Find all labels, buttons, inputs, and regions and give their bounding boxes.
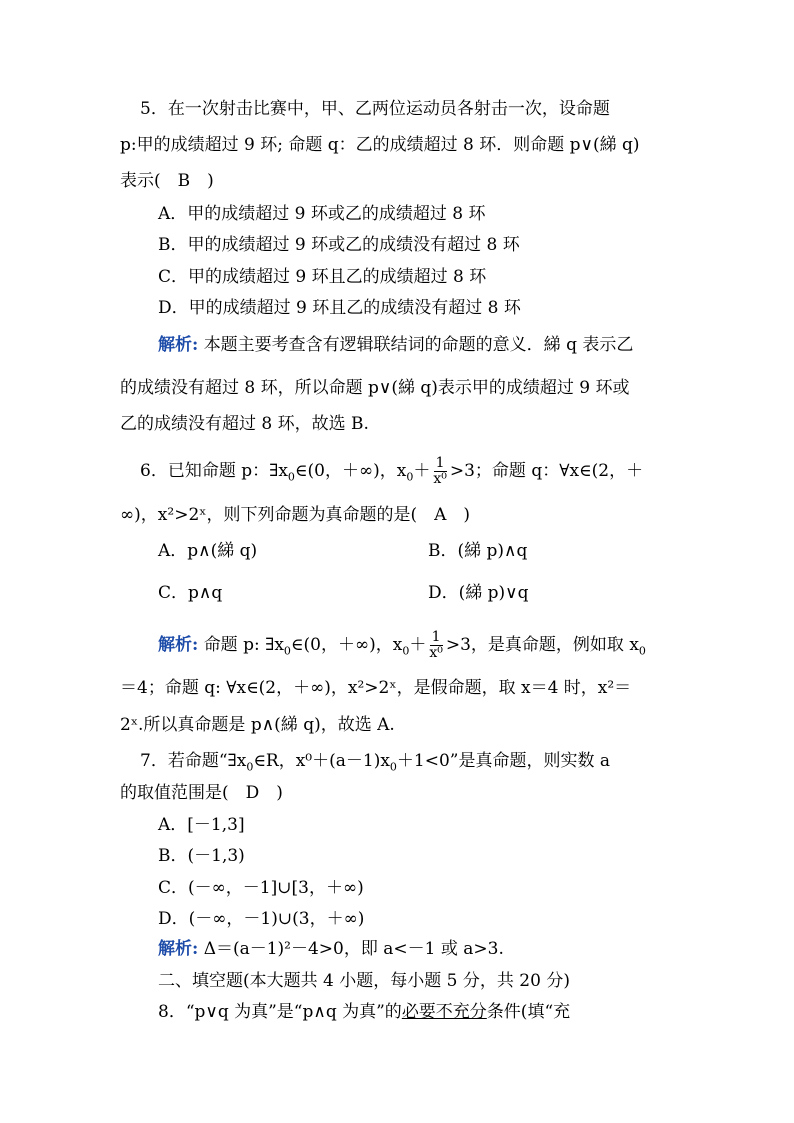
q6-analysis-part-b: ∈(0，＋∞)，x xyxy=(290,635,403,655)
q5-analysis-label: 解析: xyxy=(158,335,199,355)
q7-analysis-text: Δ＝(a－1)²－4>0，即 a<－1 或 a>3. xyxy=(203,939,504,959)
q5-analysis-line2: 的成绩没有超过 8 环，所以命题 p∨(綈 q)表示甲的成绩超过 9 环或 xyxy=(120,378,630,398)
q5-analysis-line3: 乙的成绩没有超过 8 环，故选 B. xyxy=(120,414,369,434)
q5-analysis-text1: 本题主要考查含有逻辑联结词的命题的意义．綈 q 表示乙 xyxy=(203,335,634,355)
q5-stem-line1: 5．在一次射击比赛中，甲、乙两位运动员各射击一次，设命题 xyxy=(140,99,610,119)
q6-fraction-denominator: x⁰ xyxy=(433,471,447,487)
q5-option-d: D．甲的成绩超过 9 环且乙的成绩没有超过 8 环 xyxy=(158,298,521,318)
q6-analysis-line3: 2ˣ.所以真命题是 p∧(綈 q)，故选 A. xyxy=(120,715,395,735)
q6-stem-part-a: 6．已知命题 p：∃x xyxy=(140,461,288,481)
q5-option-a: A．甲的成绩超过 9 环或乙的成绩超过 8 环 xyxy=(158,204,486,224)
q6-analysis-fraction-numerator: 1 xyxy=(431,629,441,645)
q6-analysis-part-c: ＋ xyxy=(409,635,427,655)
q7-stem-part-c: ＋1<0”是真命题，则实数 a xyxy=(396,751,611,771)
q7-stem-part-b: ∈R，x⁰＋(a－1)x xyxy=(253,751,390,771)
q6-stem-line1 xyxy=(140,456,643,488)
q6-analysis-line2: ＝4；命题 q: ∀x∈(2，＋∞)，x²>2ˣ，是假命题，取 x＝4 时，x²＝ xyxy=(120,678,632,698)
q6-analysis-part-d: >3，是真命题，例如取 x xyxy=(445,635,639,655)
q6-analysis-label: 解析: xyxy=(158,635,199,655)
q7-stem-sub-b: 0 xyxy=(389,760,397,774)
q6-analysis-fraction-denominator: x⁰ xyxy=(429,645,443,661)
q7-stem-part-a: 7．若命题“∃x xyxy=(140,751,247,771)
q6-option-a: A．p∧(綈 q) xyxy=(158,541,258,561)
q6-stem-fraction xyxy=(431,456,449,487)
q5-option-c: C．甲的成绩超过 9 环且乙的成绩超过 8 环 xyxy=(158,267,487,287)
q8-stem-part-b: 条件(填“充 xyxy=(486,1002,571,1022)
q6-analysis-sub-c: 0 xyxy=(638,644,646,658)
q7-option-b: B．(－1,3) xyxy=(158,846,245,866)
q6-stem-part-d: >3；命题 q：∀x∈(2，＋ xyxy=(449,461,644,481)
q6-analysis-fraction xyxy=(427,630,445,661)
q6-option-c: C．p∧q xyxy=(158,583,223,603)
q5-stem-line3: 表示( B ) xyxy=(120,171,214,191)
q5-stem-line2: p:甲的成绩超过 9 环; 命题 q：乙的成绩超过 8 环．则命题 p∨(綈 q) xyxy=(120,135,640,155)
q8-stem-part-a: 8．“p∨q 为真”是“p∧q 为真”的 xyxy=(158,1002,402,1022)
q6-analysis-line1 xyxy=(158,630,646,662)
q6-option-b: B．(綈 p)∧q xyxy=(428,541,528,561)
q6-option-d: D．(綈 p)∨q xyxy=(428,583,529,603)
q5-option-b: B．甲的成绩超过 9 环或乙的成绩没有超过 8 环 xyxy=(158,235,520,255)
q6-analysis-sub-a: 0 xyxy=(283,644,291,658)
q7-analysis-label: 解析: xyxy=(158,939,199,959)
q6-stem-part-b: ∈(0，＋∞)，x xyxy=(294,461,407,481)
q7-stem-line1 xyxy=(140,750,610,778)
section-heading-fill-in: 二、填空题(本大题共 4 小题，每小题 5 分，共 20 分) xyxy=(158,971,570,991)
q6-stem-sub-b: 0 xyxy=(406,470,414,484)
q7-analysis-line1 xyxy=(158,938,504,960)
q7-stem-sub-a: 0 xyxy=(246,760,254,774)
q5-analysis-line1 xyxy=(158,334,633,356)
q6-stem-sub-a: 0 xyxy=(287,470,295,484)
q6-analysis-part-a: 命题 p: ∃x xyxy=(203,635,284,655)
q6-analysis-sub-b: 0 xyxy=(402,644,410,658)
q7-option-d: D．(－∞，－1)∪(3，＋∞) xyxy=(158,909,365,929)
q7-option-c: C．(－∞，－1]∪[3，＋∞) xyxy=(158,878,364,898)
q7-option-a: A．[－1,3] xyxy=(158,815,245,835)
q6-fraction-numerator: 1 xyxy=(435,455,445,471)
q7-stem-line2: 的取值范围是( D ) xyxy=(120,783,283,803)
q6-stem-line2: ∞)，x²>2ˣ，则下列命题为真命题的是( A ) xyxy=(120,505,471,525)
q8-answer: 必要不充分 xyxy=(401,1002,487,1022)
q8-stem-line1 xyxy=(158,1001,570,1023)
q6-stem-part-c: ＋ xyxy=(413,461,431,481)
